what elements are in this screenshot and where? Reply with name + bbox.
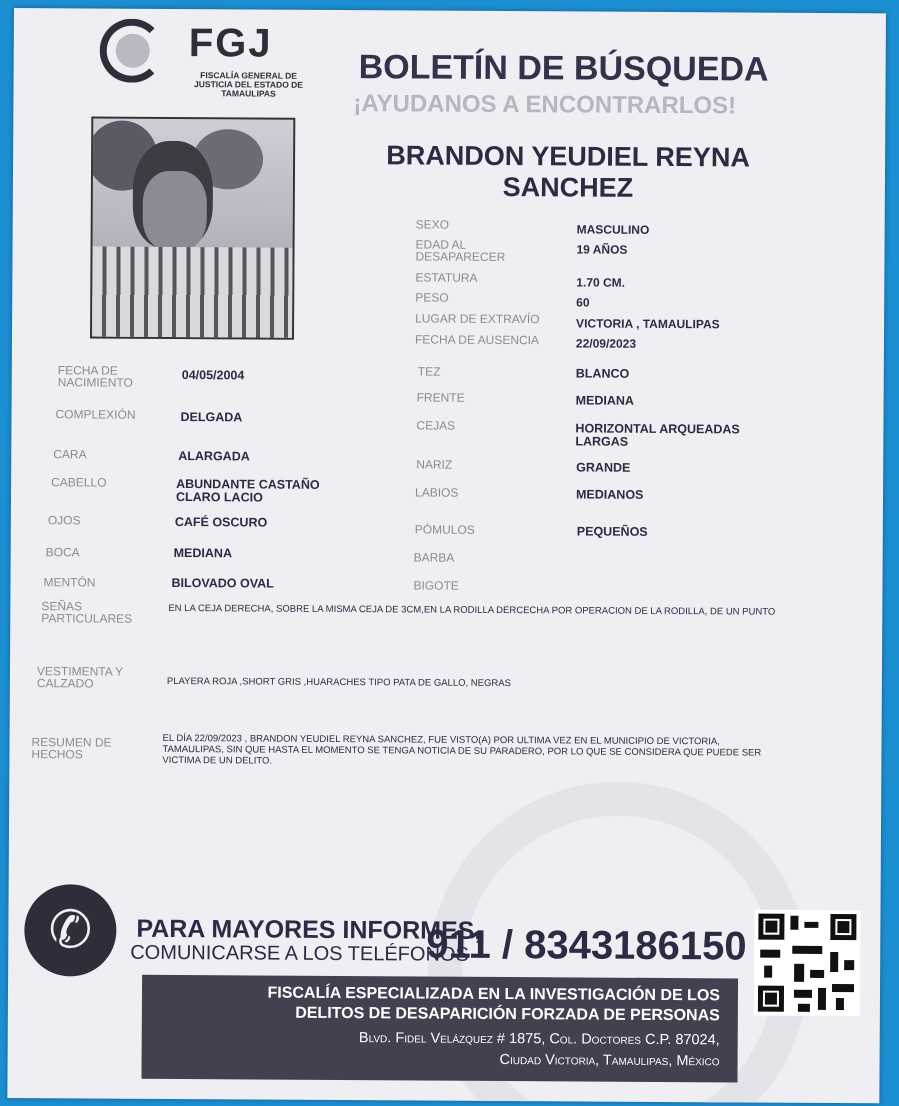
banner-address: [142, 1027, 720, 1073]
field-value: EL DÍA 22/09/2023 , BRANDON YEUDIEL REYNA SANCHEZ, FUE VISTO(A) POR ULTIMA VEZ EN EL MUNICIPIO DE VICTORIA, TAMAULIPAS, SIN QUE HASTA EL MOMENTO SE TENGA NOTICIA DE SU PARADERO, POR LO QUE SE CONSIDERA QUE PUEDE SER VICTIMA DE UN DELITO.: [162, 732, 762, 767]
field-label: MENTÓN: [43, 575, 96, 590]
field-value: BILOVADO OVAL: [171, 575, 274, 591]
field-label: LABIOS: [415, 485, 459, 500]
field-label: CARA: [53, 447, 87, 462]
field-value: 19 AÑOS: [576, 242, 628, 257]
phone-numbers: 911 / 8343186150: [426, 922, 747, 969]
address-line-2: Ciudad Victoria, Tamaulipas, México: [499, 1051, 720, 1070]
field-label: SEXO: [415, 217, 450, 232]
field-value: MEDIANOS: [575, 487, 644, 502]
field-value: MASCULINO: [576, 222, 650, 237]
field-value: PEQUEÑOS: [576, 524, 648, 539]
field-label: FECHA DE NACIMIENTO: [57, 363, 133, 390]
field-label: PESO: [415, 290, 449, 305]
field-value: BLANCO: [575, 366, 630, 381]
field-label: FECHA DE AUSENCIA: [414, 332, 540, 348]
field-label: LUGAR DE EXTRAVÍO: [415, 311, 540, 327]
field-value: CAFÉ OSCURO: [174, 514, 268, 530]
fgj-seal-icon: [116, 34, 150, 68]
banner-title: [142, 983, 720, 1027]
qr-code[interactable]: [754, 910, 861, 1017]
field-label: NARIZ: [416, 457, 453, 472]
photo-face: [143, 171, 207, 251]
field-label: SEÑAS PARTICULARES: [41, 599, 133, 626]
name-line-1: BRANDON YEUDIEL REYNA: [386, 140, 750, 173]
address-line-1: Blvd. Fidel Velázquez # 1875, Col. Doctores C.P. 87024,: [358, 1030, 720, 1049]
name-line-2: SANCHEZ: [502, 171, 634, 203]
field-value: 04/05/2004: [181, 368, 245, 383]
phone-icon: ✆: [48, 901, 93, 960]
field-label: FRENTE: [416, 390, 465, 405]
field-label: OJOS: [47, 513, 81, 528]
logo-text: FGJ: [188, 21, 273, 66]
field-value: ALARGADA: [178, 449, 250, 464]
photo-shirt: [92, 246, 293, 339]
field-value: 60: [576, 295, 590, 310]
field-label: PÓMULOS: [414, 522, 475, 537]
field-label: RESUMEN DE HECHOS: [31, 735, 112, 762]
field-value: DELGADA: [180, 410, 243, 425]
field-value: 1.70 CM.: [576, 275, 626, 290]
field-label: VESTIMENTA Y CALZADO: [36, 664, 124, 691]
field-label: COMPLEXIÓN: [55, 407, 136, 422]
field-value: ABUNDANTE CASTAÑO CLARO LACIO: [175, 476, 320, 505]
info-subheading: COMUNICARSE A LOS TELÉFONOS: [130, 941, 469, 966]
field-label: CABELLO: [51, 475, 107, 490]
field-label: BIGOTE: [413, 578, 459, 593]
field-label: TEZ: [417, 364, 441, 379]
field-value: HORIZONTAL ARQUEADAS LARGAS: [575, 421, 740, 449]
field-label: EDAD AL DESAPARECER: [415, 237, 506, 265]
field-value: MEDIANA: [575, 393, 634, 408]
bulletin-title: BOLETÍN DE BÚSQUEDA: [358, 48, 769, 89]
field-value: 22/09/2023: [575, 336, 637, 351]
person-name: [348, 140, 788, 205]
bulletin-subtitle: ¡AYUDANOS A ENCONTRARLOS!: [353, 90, 737, 120]
field-label: CEJAS: [416, 418, 456, 433]
field-label: ESTATURA: [415, 270, 478, 285]
field-value: GRANDE: [576, 460, 631, 475]
field-value: MEDIANA: [173, 545, 233, 561]
search-bulletin: [7, 8, 886, 1103]
field-value: EN LA CEJA DERECHA, SOBRE LA MISMA CEJA DE 3CM,EN LA RODILLA DERCECHA POR OPERACION DE LA RODILLA, DE UN PUNTO: [168, 602, 776, 618]
info-heading: PARA MAYORES INFORMES,: [136, 914, 482, 945]
field-label: BARBA: [413, 550, 455, 565]
banner-line-1: FISCALÍA ESPECIALIZADA EN LA INVESTIGACIÓN DE LOS: [267, 984, 721, 1005]
field-label: BOCA: [45, 545, 80, 560]
field-value: PLAYERA ROJA ,SHORT GRIS ,HUARACHES TIPO PATA DE GALLO, NEGRAS: [166, 675, 511, 690]
banner-line-2: DELITOS DE DESAPARICIÓN FORZADA DE PERSONAS: [295, 1004, 720, 1025]
person-photo: [90, 116, 295, 339]
logo-subtitle: FISCALÍA GENERAL DE JUSTICIA DEL ESTADO DE TAMAULIPAS: [194, 70, 304, 99]
field-value: VICTORIA , TAMAULIPAS: [576, 316, 720, 332]
